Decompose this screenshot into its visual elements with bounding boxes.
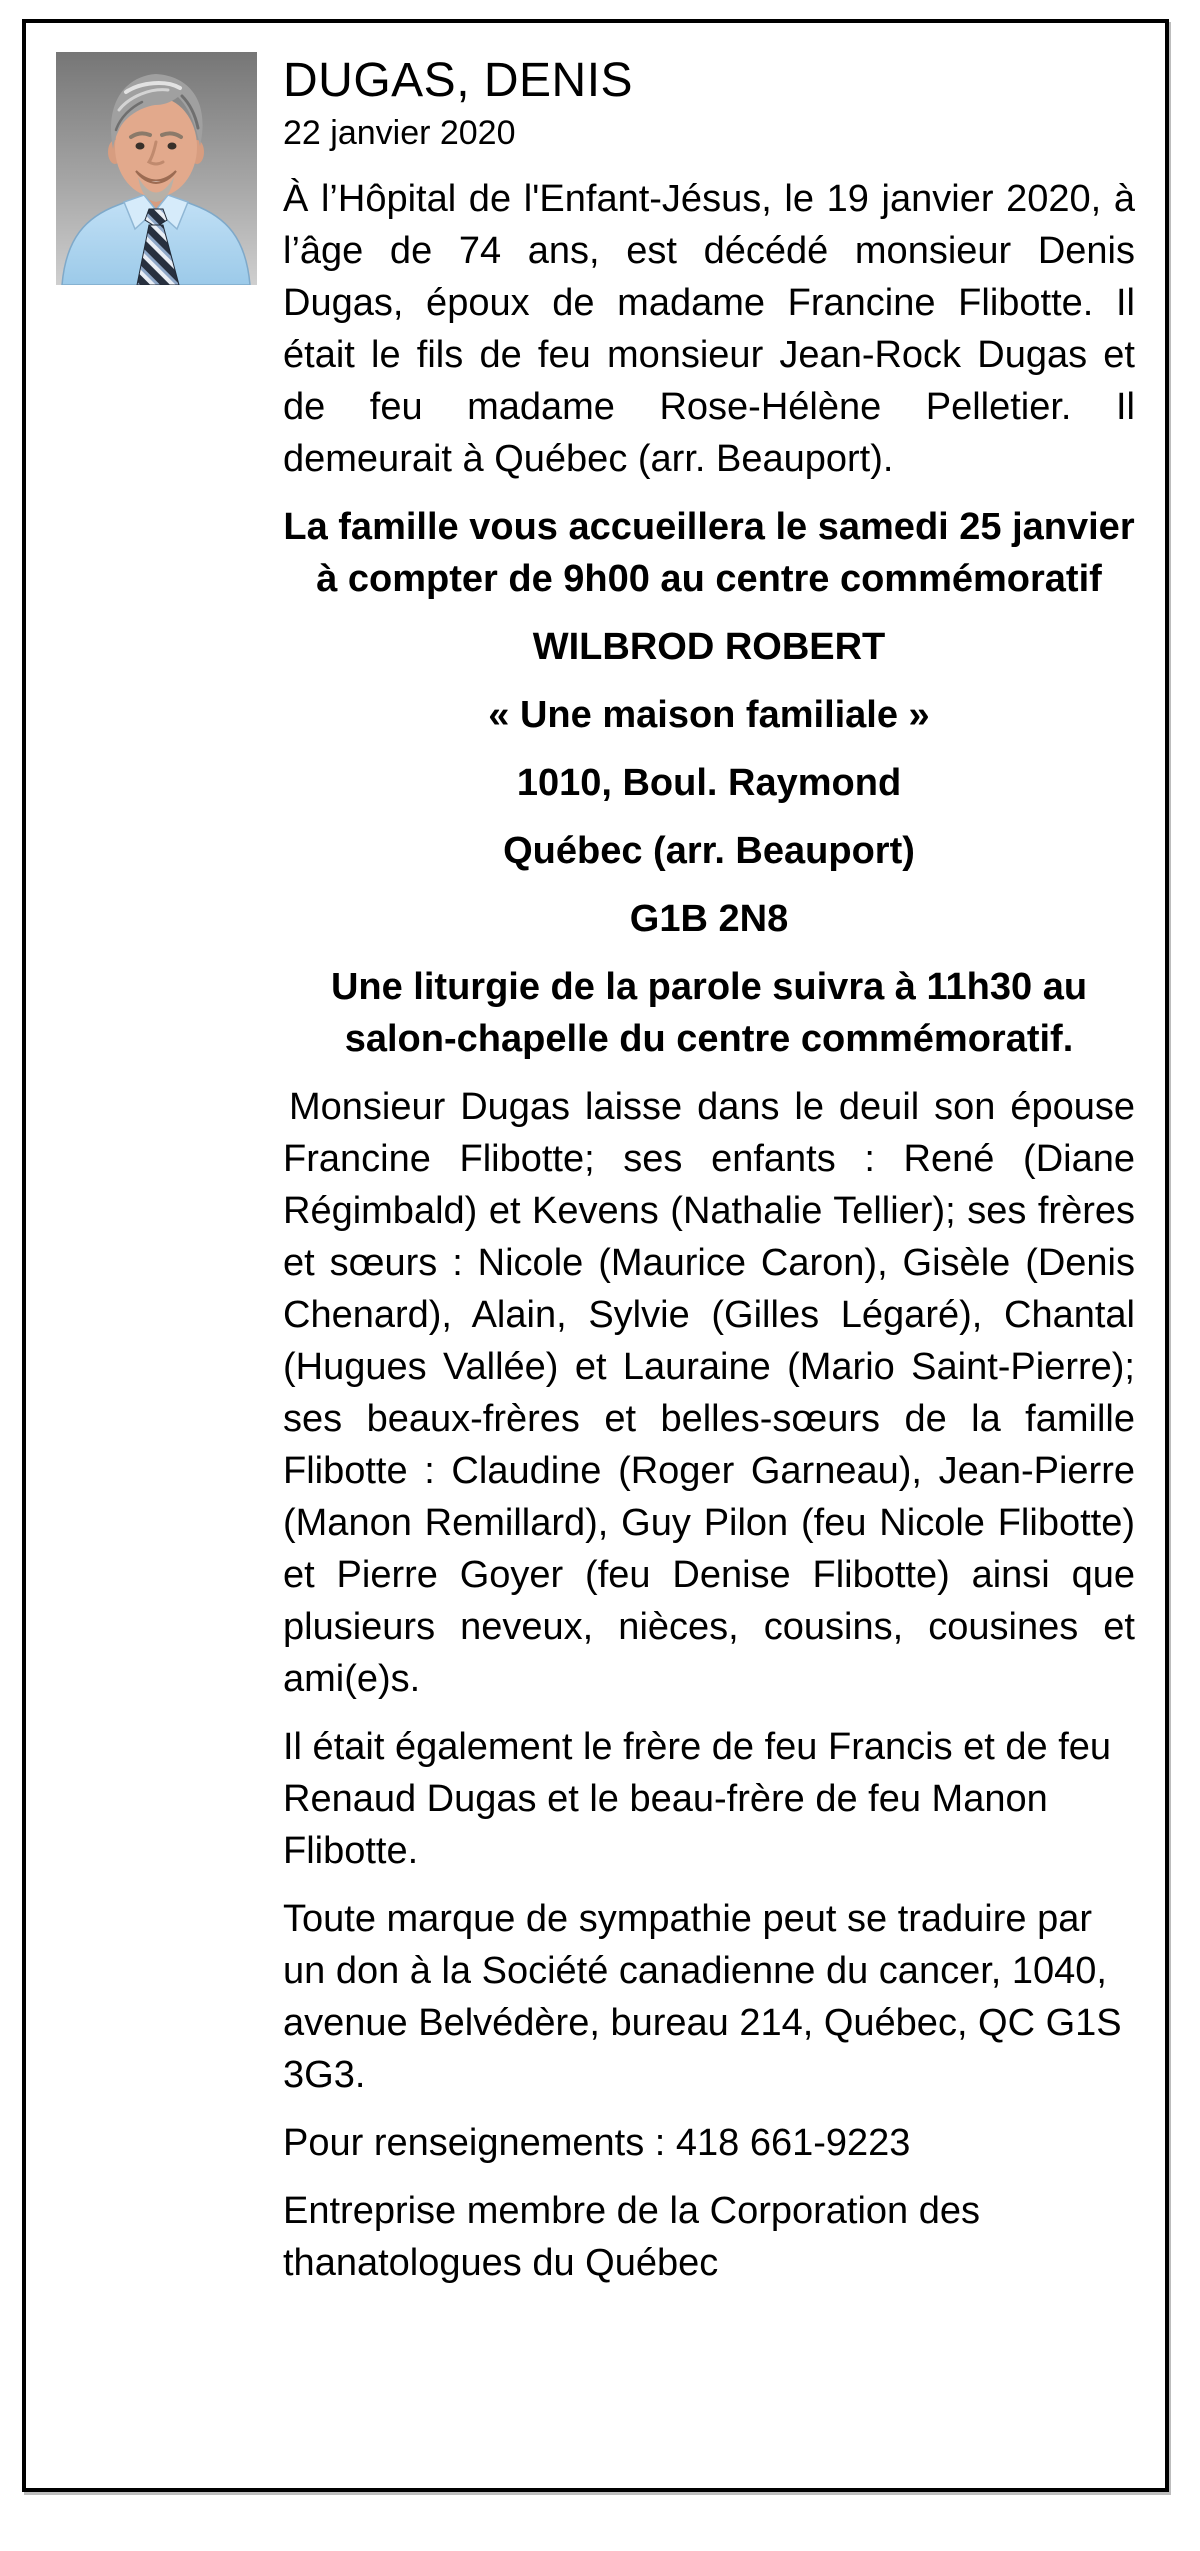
obituary-card bbox=[22, 19, 1169, 2492]
deceased-portrait bbox=[56, 52, 257, 285]
predeceased-paragraph: Il était également le frère de feu Francis et de feu Renaud Dugas et le beau-frère de feu Manon Flibotte. bbox=[283, 1726, 1112, 1872]
funeral-home-postal-code: G1B 2N8 bbox=[629, 898, 789, 940]
survivors-paragraph: Monsieur Dugas laisse dans le deuil son épouse Francine Flibotte; ses enfants : René (Diane Régimbald) et Kevens (Nathalie Tellier); ses frères et sœurs : Nicole (Maurice Caron), Gisèle (Denis Chenard), Alain, Sylvie (Gilles Légaré), Chantal (Hugues Vallée) et Lauraine (Mario Saint-Pierre); ses beaux-frères et belles-sœurs de la famille Flibotte : Claudine (Roger Garneau), Jean-Pierre (Manon Remillard), Guy Pilon (feu Nicole Flibotte) et Pierre Goyer (feu Denise Flibotte) ainsi que plusieurs neveux, nièces, cousins, cousines et ami(e)s. bbox=[283, 1086, 1135, 1700]
visitation-notice: La famille vous accueillera le samedi 25 janvier à compter de 9h00 au centre commémoratif bbox=[283, 506, 1135, 600]
contact-info: Pour renseignements : 418 661-9223 bbox=[283, 2122, 911, 2164]
obituary-content bbox=[283, 23, 1135, 2305]
funeral-home-city: Québec (arr. Beauport) bbox=[503, 830, 915, 872]
intro-paragraph: À l’Hôpital de l'Enfant-Jésus, le 19 janvier 2020, à l’âge de 74 ans, est décédé monsieur Denis Dugas, époux de madame Francine Flibotte. Il était le fils de feu monsieur Jean-Rock Dugas et de feu madame Rose-Hélène Pelletier. Il demeurait à Québec (arr. Beauport). bbox=[283, 178, 1135, 480]
portrait-photo-illustration bbox=[56, 52, 257, 285]
funeral-home-name: WILBROD ROBERT bbox=[532, 626, 886, 668]
deceased-name: DUGAS, DENIS bbox=[283, 54, 634, 107]
donations-paragraph: Toute marque de sympathie peut se traduire par un don à la Société canadienne du cancer, 1040, avenue Belvédère, bureau 214, Québec, QC G1S 3G3. bbox=[283, 1898, 1122, 2096]
funeral-home-slogan: « Une maison familiale » bbox=[488, 694, 930, 736]
membership-note: Entreprise membre de la Corporation des thanatologues du Québec bbox=[283, 2190, 981, 2284]
funeral-home-address: 1010, Boul. Raymond bbox=[516, 762, 902, 804]
liturgy-notice: Une liturgie de la parole suivra à 11h30 au salon-chapelle du centre commémoratif. bbox=[330, 966, 1088, 1060]
publication-date: 22 janvier 2020 bbox=[283, 114, 516, 152]
